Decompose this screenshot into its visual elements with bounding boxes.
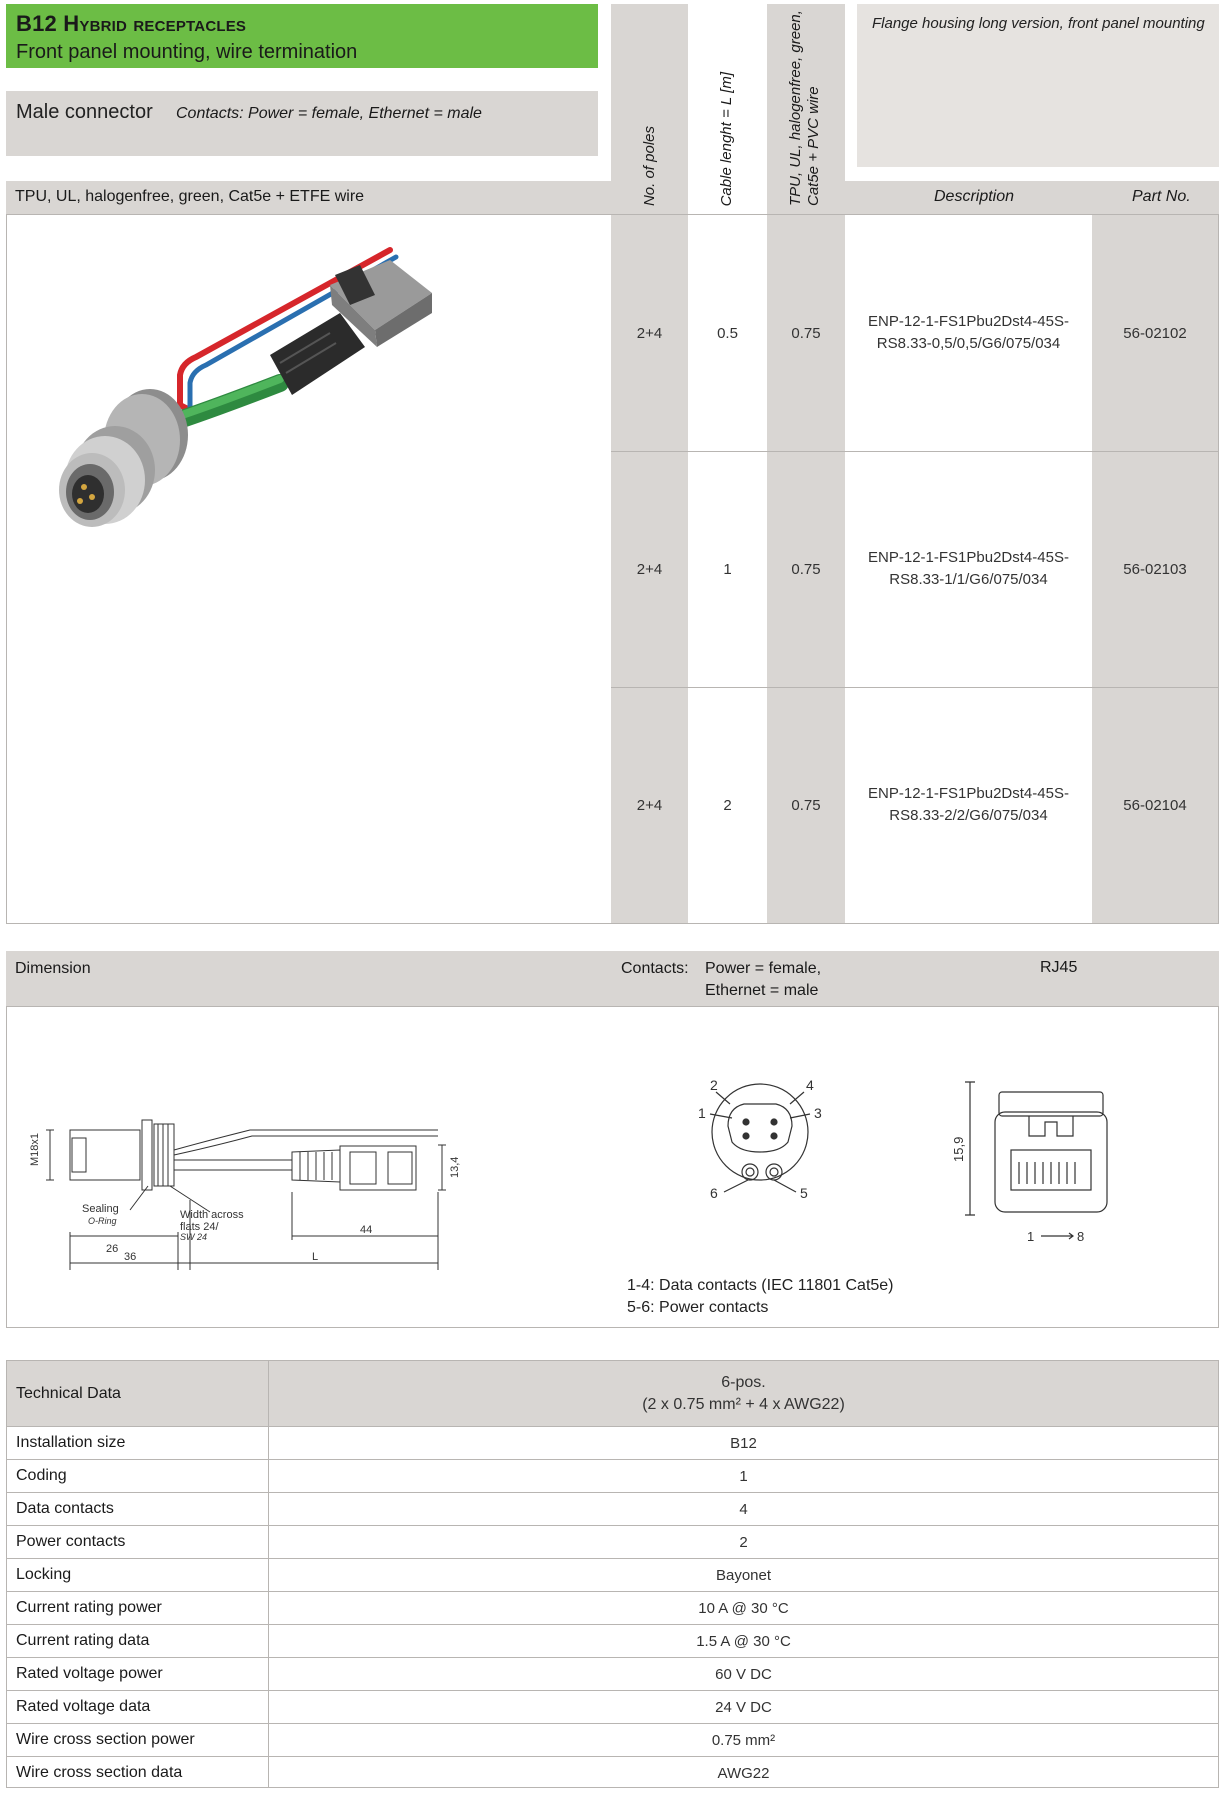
table-row xyxy=(611,215,1219,451)
description-cell: ENP-12-1-FS1Pbu2Dst4-45S- RS8.33-2/2/G6/075/034 xyxy=(868,785,1069,824)
description-cell: ENP-12-1-FS1Pbu2Dst4-45S- RS8.33-1/1/G6/075/034 xyxy=(868,549,1069,588)
dim-oring: O-Ring xyxy=(88,1216,117,1226)
pin-legend xyxy=(627,1275,894,1319)
wire-cell: 0.75 xyxy=(791,560,821,578)
tech-label: Wire cross section power xyxy=(16,1731,195,1748)
length-cell: 2 xyxy=(723,796,732,814)
tech-value: B12 xyxy=(730,1434,757,1452)
tech-label: Wire cross section data xyxy=(16,1764,183,1781)
part-number-cell: 56-02102 xyxy=(1123,324,1187,342)
product-note: Flange housing long version, front panel mounting xyxy=(872,15,1205,32)
product-note-box xyxy=(857,4,1219,167)
tech-label: Rated voltage data xyxy=(16,1698,151,1715)
tech-value: Bayonet xyxy=(715,1566,772,1584)
col-poles-header xyxy=(611,4,688,214)
pin-label-5: 5 xyxy=(800,1185,808,1201)
tech-label: Power contacts xyxy=(16,1533,126,1550)
pin-diagram xyxy=(670,1080,850,1210)
pin-label-4: 4 xyxy=(806,1080,814,1093)
dim-sw: SW 24 xyxy=(180,1232,208,1242)
length-cell: 0.5 xyxy=(717,324,738,342)
tech-value: 1 xyxy=(739,1467,748,1485)
tech-title: Technical Data xyxy=(16,1384,121,1402)
dim-width: Width across xyxy=(180,1209,244,1221)
dim-26: 26 xyxy=(106,1243,119,1255)
wire-cell: 0.75 xyxy=(791,796,821,814)
connector-type: Male connector xyxy=(16,101,153,123)
tech-value: 4 xyxy=(739,1500,748,1518)
tech-label: Locking xyxy=(16,1566,72,1583)
dimension-header xyxy=(6,951,1219,1006)
page-title: B12 Hybrid receptacles xyxy=(16,11,247,36)
part-number-cell: 56-02103 xyxy=(1123,560,1187,578)
tech-label: Installation size xyxy=(16,1434,126,1451)
tech-value: AWG22 xyxy=(717,1764,770,1782)
tech-value: 2 xyxy=(739,1533,748,1551)
tech-value: 10 A @ 30 °C xyxy=(698,1599,789,1617)
col-length-header xyxy=(688,4,767,214)
rj45-pin-last: 8 xyxy=(1077,1229,1085,1244)
title-banner xyxy=(6,4,598,68)
tech-label: Coding xyxy=(16,1467,67,1484)
dim-36: 36 xyxy=(124,1251,137,1263)
dim-134: 13,4 xyxy=(449,1156,461,1178)
rj45-pin-first: 1 xyxy=(1027,1229,1035,1244)
col-poles-label: No. of poles xyxy=(641,125,658,206)
contacts-power: Power = female, xyxy=(705,960,822,977)
tech-label: Data contacts xyxy=(16,1500,114,1517)
tech-value: 60 V DC xyxy=(715,1665,772,1683)
col-description-label: Description xyxy=(934,188,1015,205)
pin-label-2: 2 xyxy=(710,1080,718,1093)
col-wire-label: TPU, UL, halogenfree, green, Cat5e + PVC wire xyxy=(787,10,822,206)
wire-cell: 0.75 xyxy=(791,324,821,342)
desc-header xyxy=(845,181,1219,214)
contacts-ethernet: Ethernet = male xyxy=(705,982,819,999)
tech-label: Current rating data xyxy=(16,1632,150,1649)
tech-head: 6-pos. (2 x 0.75 mm² + 4 x AWG22) xyxy=(642,1373,845,1413)
dim-flats: flats 24/ xyxy=(180,1221,219,1233)
tech-value: 1.5 A @ 30 °C xyxy=(696,1632,791,1650)
product-image xyxy=(30,235,470,535)
table-row xyxy=(611,687,1219,923)
contacts-note: Contacts: Power = female, Ethernet = male xyxy=(176,105,482,122)
pin-label-6: 6 xyxy=(710,1185,718,1201)
length-cell: 1 xyxy=(723,560,732,578)
page-subtitle: Front panel mounting, wire termination xyxy=(16,41,358,63)
col-wire-header xyxy=(767,4,845,214)
dim-m18: M18x1 xyxy=(30,1132,41,1166)
rj45-diagram xyxy=(945,1070,1115,1250)
connector-banner xyxy=(6,91,598,156)
col-partno-label: Part No. xyxy=(1132,188,1191,205)
contacts-label: Contacts: xyxy=(621,960,689,977)
tech-label: Rated voltage power xyxy=(16,1665,163,1682)
description-cell: ENP-12-1-FS1Pbu2Dst4-45S- RS8.33-0,5/0,5/G6/075/034 xyxy=(868,313,1069,352)
col-length-label: Cable lenght = L [m] xyxy=(718,71,735,206)
pin-label-1: 1 xyxy=(698,1105,706,1121)
legend-power: 5-6: Power contacts xyxy=(627,1299,769,1316)
poles-cell: 2+4 xyxy=(636,324,663,342)
tech-value: 24 V DC xyxy=(715,1698,772,1716)
cable-type-bar xyxy=(6,181,611,214)
table-row xyxy=(611,451,1219,687)
dim-l: L xyxy=(312,1251,319,1263)
part-number-cell: 56-02104 xyxy=(1123,796,1187,814)
poles-cell: 2+4 xyxy=(636,796,663,814)
tech-value: 0.75 mm² xyxy=(711,1731,776,1749)
pin-label-3: 3 xyxy=(814,1105,822,1121)
dim-sealing: Sealing xyxy=(82,1203,119,1215)
dimension-drawing xyxy=(30,1100,470,1280)
rj45-height: 15,9 xyxy=(951,1136,966,1162)
rj45-label: RJ45 xyxy=(1040,959,1078,976)
dim-44: 44 xyxy=(360,1224,373,1236)
poles-cell: 2+4 xyxy=(636,560,663,578)
title-text: Hybrid receptacles xyxy=(63,11,247,36)
tech-label: Current rating power xyxy=(16,1599,162,1616)
cable-type: TPU, UL, halogenfree, green, Cat5e + ETFE wire xyxy=(15,188,365,205)
legend-data: 1-4: Data contacts (IEC 11801 Cat5e) xyxy=(627,1277,894,1294)
dimension-title: Dimension xyxy=(15,960,91,977)
